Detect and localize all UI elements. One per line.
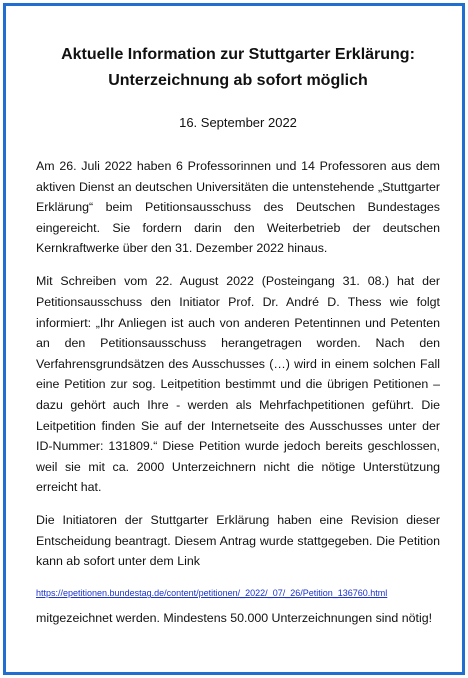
closing-text: mitgezeichnet werden. Mindestens 50.000 Unterzeichnungen sind nötig! xyxy=(36,611,433,626)
petition-link-line xyxy=(36,586,440,600)
document-content xyxy=(36,42,440,628)
document-date: 16. September 2022 xyxy=(179,115,297,130)
paragraph-3: Die Initiatoren der Stuttgarter Erklärung haben eine Revision dieser Entscheidung beantragt. Diesem Antrag wurde stattgegeben. Die Petition kann ab sofort unter dem Link xyxy=(36,513,440,569)
petition-link[interactable]: https://epetitionen.bundestag.de/content/petitionen/_2022/_07/_26/Petition_136760.html xyxy=(36,588,388,599)
title-line-1: Aktuelle Information zur Stuttgarter Erklärung: xyxy=(61,46,415,63)
document-title xyxy=(36,42,440,94)
paragraph-2: Mit Schreiben vom 22. August 2022 (Posteingang 31. 08.) hat der Petitionsausschuss den Initiator Prof. Dr. André D. Thess wie folgt informiert: „Ihr Anliegen ist auch von anderen Petentinnen und Petenten an den Petitionsausschuss herangetragen worden. Nach den Verfahrensgrundsätzen des Ausschusses (…) wird in einem solchen Fall eine Petition zur sog. Leitpetition bestimmt und die übrigen Petitionen – dazu gehört auch Ihre - werden als Mehrfachpetitionen geführt. Die Leitpetition finden Sie auf der Internetseite des Ausschusses unter der ID-Nummer: 131809.“ Diese Petition wurde jedoch bereits geschlossen, weil sie mit ca. 2000 Unterzeichnern nicht die nötige Unterstützung erreicht hat. xyxy=(36,274,440,495)
document-frame xyxy=(3,3,465,675)
paragraph-1: Am 26. Juli 2022 haben 6 Professorinnen und 14 Professoren aus dem aktiven Dienst an deutschen Universitäten die untenstehende „Stuttgarter Erklärung“ beim Petitionsausschuss des Deutschen Bundestages eingereicht. Sie fordern darin den Weiterbetrieb der deutschen Kernkraftwerke über den 31. Dezember 2022 hinaus. xyxy=(36,159,440,256)
title-line-2: Unterzeichnung ab sofort möglich xyxy=(108,72,368,89)
